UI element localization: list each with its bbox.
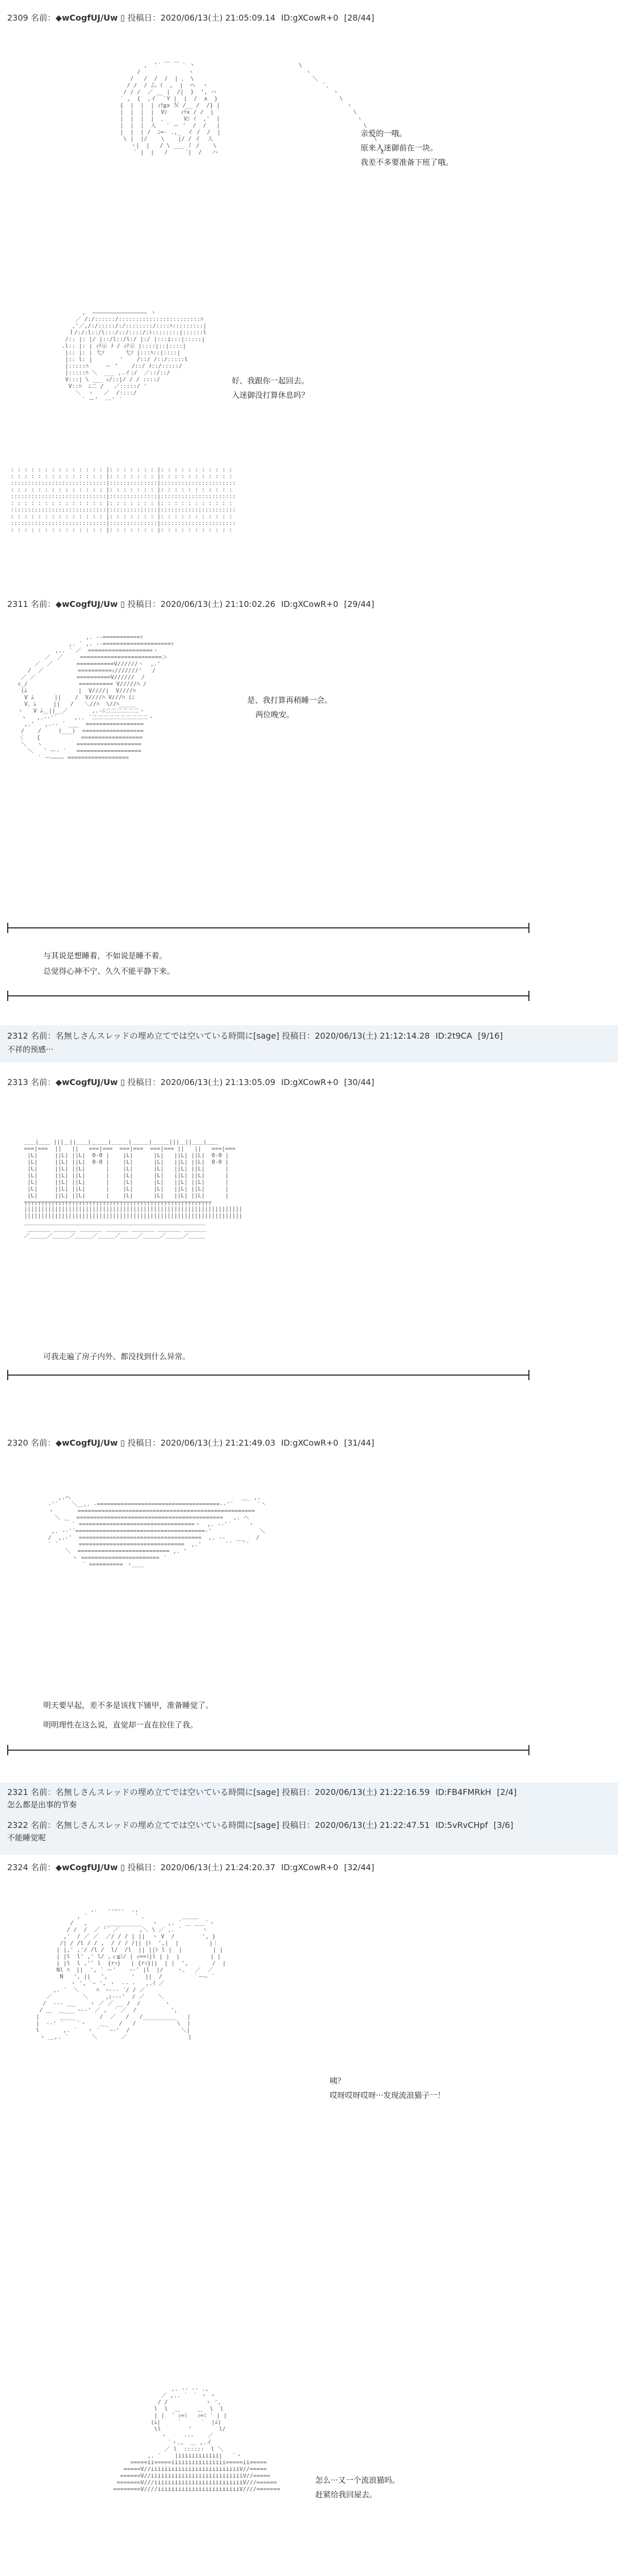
post-count: [28/44] [344, 13, 374, 23]
name-label: 名前： [30, 1438, 56, 1448]
trip-badge: ▯ [120, 13, 125, 23]
reply-body: 怎么都是出事的节奏 [7, 1800, 77, 1809]
date-label: 投稿日： [282, 1031, 315, 1041]
narration [43, 1349, 190, 1364]
ascii-art-landscape: ,.へ ＿_ ,. ‐'´ ＼＿,. -====================================‐‐'´ `丶 ヽ ==================================================== ＼ ＿ =========================================== ,. へ ` ==================================ヽ ,. -‐'´ ヽ ,. -‐'´======================================-' ＼ / ,.-' ==================================== ,. ‐- ___ / ` ´ =============================== ,.' `´ `´ ＼ =========================== ,. ' ヽ ======================= ´ ` ========== ヽ＿＿ [48, 1494, 266, 1568]
dialogue-box [315, 2473, 400, 2502]
post-count: [3/6] [493, 1820, 513, 1830]
post-count: [32/44] [344, 1862, 374, 1872]
post-header [7, 1436, 374, 1448]
dialogue-line: 怎么···又一个流浪猫吗。 [315, 2476, 400, 2485]
reply-body: 不祥的预感··· [7, 1045, 54, 1054]
narration-line: 明明理性在这么说，直觉却一直在拉住了我。 [43, 1720, 198, 1730]
post-header [7, 1819, 513, 1831]
dialogue-line: 我差不多要准备下班了哦。 [360, 158, 454, 167]
narration-line: 可我走遍了房子内外、都没找到什么异常。 [43, 1352, 191, 1361]
poster-id: ID:2t9CA [435, 1031, 472, 1041]
post-date: 2020/06/13(土) 21:12:14.28 [315, 1031, 430, 1041]
post-number: 2313 [7, 1077, 28, 1087]
divider-rule [7, 1375, 529, 1376]
trip-badge: ▯ [120, 599, 125, 609]
date-label: 投稿日： [127, 13, 161, 23]
post-number: 2320 [7, 1438, 28, 1448]
trip-badge: ▯ [120, 1438, 125, 1448]
dialogue-line: 原来入迷御前在一块。 [360, 143, 438, 152]
post-date: 2020/06/13(土) 21:21:49.03 [160, 1438, 276, 1448]
post-count: [2/4] [496, 1787, 517, 1797]
poster-id: ID:5vRvCHpf [435, 1820, 488, 1830]
date-label: 投稿日： [127, 599, 161, 609]
post-date: 2020/06/13(土) 21:05:09.14 [160, 13, 276, 23]
trip-badge: ▯ [120, 1862, 125, 1872]
poster-name: 名無しさんスレッドの埋め立てでは空いている時間に[sage] [55, 1787, 280, 1797]
post-number: 2312 [7, 1031, 28, 1041]
name-label: 名前： [30, 1077, 56, 1087]
post-count: [29/44] [344, 599, 374, 609]
narration-line: 明天要早起，差不多是该找下铺甲，准备睡觉了。 [43, 1701, 214, 1710]
dialogue-box [232, 374, 309, 402]
date-label: 投稿日： [127, 1438, 161, 1448]
post-number: 2322 [7, 1820, 28, 1830]
poster-name: ◆wCogfUJ/Uw [55, 1077, 118, 1087]
ascii-art-dots: : : : : : : : : : : : : : : |: : : : : : : |: : : : : : : : : : : : : : : : : : : : : : : : : |: : : : : : : |: : : : : : : : : : : ::::::::::::::::::::::::::::|::::::::::::::|:::::::::::::::::::::: : : : : : : : : : : : : : : |: : : : : : : |: : : : : : : : : : : ::::::::::::::::::::::::::::|::::::::::::::|:::::::::::::::::::::: : : : : : : : : : : : : : : |: : : : : : : |: : : : : : : : : : : ::::::::::::::::::::::::::::|::::::::::::::|:::::::::::::::::::::: : : : : : : : : : : : : : : |: : : : : : : |: : : : : : : : : : : ::::::::::::::::::::::::::::|::::::::::::::|:::::::::::::::::::::: : : : : : : : : : : : : : : |: : : : : : : |: : : : : : : : : : : [10, 466, 236, 533]
post-date: 2020/06/13(土) 21:22:47.51 [315, 1820, 430, 1830]
dialogue-line: 哎呀哎呀哎呀···发现流浪猫子一！ [330, 2091, 445, 2100]
trip-badge: ▯ [120, 1077, 125, 1087]
post-number: 2321 [7, 1787, 28, 1797]
dialogue-box [330, 2074, 445, 2103]
dialogue-line: 赶紧给我回屋去。 [315, 2490, 377, 2499]
reply-body: 不能睡觉呢 [7, 1833, 46, 1842]
post-number: 2309 [7, 13, 28, 23]
date-label: 投稿日： [282, 1820, 315, 1830]
poster-name: ◆wCogfUJ/Uw [55, 1862, 118, 1872]
date-label: 投稿日： [282, 1787, 315, 1797]
name-label: 名前： [30, 1031, 56, 1041]
post-date: 2020/06/13(土) 21:10:02.26 [160, 599, 276, 609]
dialogue-line: 入迷御没打算休息吗？ [232, 391, 310, 400]
post-header [7, 1861, 374, 1873]
ascii-art-hair: \ ヽ ＼ `、 ヽ \ ヽ \ ヽ \ ヽ \ ヽ ∧ [298, 62, 384, 156]
post-count: [9/16] [477, 1031, 503, 1041]
poster-id: ID:gXCowR+0 [281, 13, 338, 23]
divider-rule [7, 927, 529, 928]
poster-id: ID:FB4FMRkH [435, 1787, 491, 1797]
ascii-art-bedroom: ,. -‐===========ｧ ,. ´ ,. -‐====================ｧ ,.. ´ ／ ===================ヽ ／ ／ ========================＞ ／ ／ ===========V//////ヽ ,.' / ／ ==========ｨ///////' / ／ ／ ==========V////// / ∠_/ ========== V/////ﾊ / (ﾑ | V////| V////ﾊ V ﾑ || / V////ﾊ V///ﾊ (ﾆ V、ﾑ || / ＼//ﾊ \//ﾊ_____ ヽ V ﾑ＿||__／ ,.-ﾆ二二二二二二ヽ ヽ ,.-‐'´ ,.. ´二二二二二二二二二二ヽ ,.' ,.-‐ ´ ___ ================= / / (___) ================== 〈 { ================== ＼ ヽ =================== ＼ ` ー‐ ´ =================== ` ー―――― ================== [17, 634, 174, 761]
post-count: [30/44] [344, 1077, 374, 1087]
dialogue-line: 亲爱的一哦。 [360, 129, 407, 138]
post-date: 2020/06/13(土) 21:22:16.59 [315, 1787, 430, 1797]
name-label: 名前： [30, 1862, 56, 1872]
name-label: 名前： [30, 599, 56, 609]
poster-name: ◆wCogfUJ/Uw [55, 1438, 118, 1448]
poster-id: ID:gXCowR+0 [281, 1438, 338, 1448]
post-number: 2324 [7, 1862, 28, 1872]
name-label: 名前： [30, 13, 56, 23]
divider-rule [7, 995, 529, 996]
name-label: 名前： [30, 1787, 56, 1797]
post-date: 2020/06/13(土) 21:13:05.09 [160, 1077, 276, 1087]
narration [43, 1698, 213, 1733]
dialogue-line: 咦？ [330, 2076, 346, 2086]
divider-rule [7, 1750, 529, 1751]
post-date: 2020/06/13(土) 21:24:20.37 [160, 1862, 276, 1872]
narration-line: 总觉得心神不宁、久久不能平静下来。 [43, 967, 175, 976]
name-label: 名前： [30, 1820, 56, 1830]
ascii-art-figure-3: ,. -‐―‐- ., , ´ ` 、 ＿＿＿ / , ___________ ヽ ,. ´ ＿ ＿＿`ヽ / / / ／ '´ ／ ,＼ \ ／ ,. ´ ヽ ,' / ／ ／ ／/ / / | || ヽ V / ', } /| / /l / / , / / / /|| |ﾄ ',| | |｜ | |,' ,'/ /l / l/ /l || ||ﾄ l | | | | | |l l' ,' l/ ,ィ≦ﾐ/ | ｨ==ﾐ|l | | | | | | |l l ,'' l {rｯ} | {rｯ}|| | | ', / | Nl ﾊ || ', ` ー' ｰ-' |l |/ ヽ、 ／ ／ N ', || ', ' || / ｀ー― ´ ヽ ', `ｰ ', ヽ -‐ ‐ ,.ｲ ／ ,. ´ ＼ ﾊ ｰ--‐ ´/ / ／ ／ ＼ ,ｨ‐-‐' / ／ ＼ / ‐‐- ＿_ ヽ ／ ／ __ / / ヽ / ＿ ＿___ ｰ-‐' ／ , ´ ／ / ', | ＿___ / ／ / /__________ | | ‐‐' ´ `ヽ ＿_ / / \ | l ,. ´ ヽ ´ ｰ-' / ＼| ヽ ＿,. ´ ＼ ／ | [36, 1906, 226, 2040]
dialogue-line: 好、我跟你一起回去。 [232, 376, 310, 385]
post-header [7, 598, 374, 609]
date-label: 投稿日： [127, 1862, 161, 1872]
post-number: 2311 [7, 599, 28, 609]
dialogue-line: 两位晚安。 [255, 710, 295, 719]
post-header [7, 1786, 517, 1798]
post-header [7, 11, 374, 23]
date-label: 投稿日： [127, 1077, 161, 1087]
narration [43, 948, 175, 979]
poster-id: ID:gXCowR+0 [281, 1862, 338, 1872]
ascii-art-figure: , '´ ￣ ￣ ` 丶 / ヽ / / / / | 、 \ / / / 厶 ｲ , | ヘ ヽ / / / ／ __ | /| } ‘, ハ ′ , { ,イ `Y | | / ∧ } { | | | ｨﾃ≧x Ｎ /__ / /} | | | | | Vｼ ｨﾃx / / | | | | | 、 Vﾝ ｲ ,' | | | | 人 ` ー ' / / | | | | / ﾆ=- .,_ イ / / | \ | |/ \ |/ / イ 人 ヽ| | / \ ___ 丿 / \ ` | | / ´| / ハ [119, 62, 221, 156]
ascii-art-building: ＿＿|＿＿ |||＿||＿＿|＿＿＿|＿＿＿|＿＿＿|＿＿＿|||＿||＿＿|＿＿ ===|=== || || ===|=== ===|=== ===|=== || || ===|=== |L| ||L| ||L| 0-0 | |L| |L| ||L| ||L| 0-0 | |L| ||L| ||L| 0-0 | |L| |L| ||L| ||L| 0-0 | |L| ||L| ||L| | |L| |L| ||L| ||L| | |L| ||L| ||L| | |L| |L| ||L| ||L| | |L| ||L| ||L| | |L| |L| ||L| ||L| | |L| ||L| ||L| | |L| |L| ||L| ||L| | |L| ||L| ||L| | |L| |L| ||L| ||L| | ┬┬┬┬┬┬┬┬┬┬┬┬┬┬┬┬┬┬┬┬┬┬┬┬┬┬┬┬┬┬┬┬┬┬┬┬┬┬┬┬┬┬┬┬┬┬┬┬┬┬┬┬┬┬┬ |||||||||||||||||||||||||||||||||||||||||||||||||||||||||||||||| |||||||||||||||||||||||||||||||||||||||||||||||||||||||||||||||| ＿＿＿＿＿＿＿＿＿＿＿＿＿＿＿＿＿＿＿＿＿＿＿＿＿＿＿＿＿＿＿＿ ＿＿＿＿ ＿＿＿＿ ＿＿＿＿ ＿＿＿＿ ＿＿＿＿ ＿＿＿＿ ＿＿＿＿ ／＿＿＿／＿＿＿／＿＿＿／＿＿＿／＿＿＿／＿＿＿／＿＿＿／＿＿＿ [24, 1139, 243, 1239]
dialogue-box [247, 693, 332, 722]
dialogue-line: 是、我打算再稍睡一会。 [247, 696, 333, 705]
post-count: [31/44] [344, 1438, 374, 1448]
poster-name: ◆wCogfUJ/Uw [55, 599, 118, 609]
post-header [7, 1029, 503, 1041]
post-header [7, 1076, 374, 1088]
poster-name: 名無しさんスレッドの埋め立てでは空いている時間に[sage] [55, 1820, 280, 1830]
narration-line: 与其说是想睡着，不如说是睡不着。 [43, 951, 167, 960]
poster-name: ◆wCogfUJ/Uw [55, 13, 118, 23]
poster-id: ID:gXCowR+0 [281, 599, 338, 609]
ascii-art-figure-2: , ———————————————— ヽ ／ /:/::::::/::::::::::::::::::::::::ﾊ ,'／,/:/:::::/:/::::::::/::::ﾊ:::::::::| ｌ/:/:l::/l:::/::/::::/:ﾄ::::::::|::::::l /:: |: |/ |::/l::/l:/ |:/ |:::i:::|:::::| .l:: |: | ｨﾃ示 ﾒ / ｨﾃ示 |::::|::|::::| |:: |: | 弋ｿ 弋ｿ |:::ﾊ::|::::| |:: l: | ' /::/ /::/:::::l |:::::ﾊ ー ’ /::/ ﾒ::/:::::/ |:::::ﾊ ＼ ___ ,.イ:/ ／::/::/ V:::| \ ___ ｨ/::|/ / / ::::/ V::ﾊ ﾆ二 / ／:::::/ ' ＼ ヽ ／ /::::/ ` ー' ‐‐' ´ [61, 309, 207, 403]
poster-id: ID:gXCowR+0 [281, 1077, 338, 1087]
poster-name: 名無しさんスレッドの埋め立てでは空いている時間に[sage] [55, 1031, 280, 1041]
ascii-art-figure-4: ,. -‐ ‐- ., ／ ,.. ´ ` 丶 ヽ / / ヽ ', l l ＿ ＿ l l | | ´ ｨ=ﾐ ｨ=ﾐ ` | | (ﾑ| ´ ` |ﾑ) \l ' l/ ヽ ‐‐‐ ／ `ヽ., ＿ ,.イ ／ l :::::: l ＼ ,. ´ |iiiiiiiiiiii| `丶 =====ii=====iiiiiiiiiiiiiiii=====ii===== =====V//iiiiiiiiiiiiiiiiiiiiiiiiiiV//===== ======V//iiiiiiiiiiiiiiiiiiiiiiiiiiiV//===== =======V///iiiiiiiiiiiiiiiiiiiiiiiiiiV///====== ========V////iiiiiiiiiiiiiiiiiiiiiiiiV////======= [113, 2385, 281, 2493]
dialogue-box [360, 126, 453, 170]
